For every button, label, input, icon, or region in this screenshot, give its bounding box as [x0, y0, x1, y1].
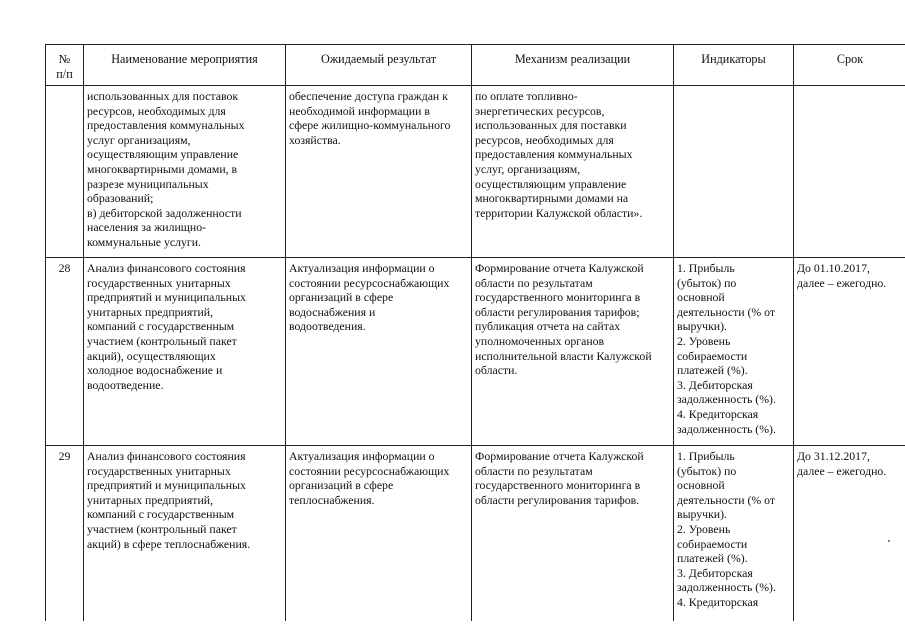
- row-name: Анализ финансового состояния государственных унитарных предприятий и муниципальных унитарных предприятий, компаний с государственным участием (контрольный пакет акций) в сфере теплоснабжения.: [84, 446, 286, 621]
- row-num: 29: [46, 446, 84, 621]
- header-mechanism: Механизм реализации: [472, 45, 674, 86]
- header-name: Наименование мероприятия: [84, 45, 286, 86]
- row-term: До 31.12.2017, далее – ежегодно.: [794, 446, 905, 621]
- header-indicators: Индикаторы: [674, 45, 794, 86]
- row-mechanism: Формирование отчета Калужской области по результатам государственного мониторинга в области регулирования тарифов; публикация отчета на сайтах уполномоченных органов исполнительной власти Калужской области.: [472, 258, 674, 446]
- row-mechanism: Формирование отчета Калужской области по результатам государственного мониторинга в области регулирования тарифов.: [472, 446, 674, 621]
- header-result: Ожидаемый результат: [286, 45, 472, 86]
- row-term: До 01.10.2017, далее – ежегодно.: [794, 258, 905, 446]
- measures-table: [45, 44, 905, 621]
- header-num: № п/п: [46, 45, 84, 86]
- row-name: Анализ финансового состояния государственных унитарных предприятий и муниципальных унитарных предприятий, компаний с государственным участием (контрольный пакет акций), осуществляющих холодное водоснабжение и водоотведение.: [84, 258, 286, 446]
- table-row: [46, 446, 905, 621]
- row-mechanism: по оплате топливно- энергетических ресурсов, использованных для поставки ресурсов, необходимых для предоставления коммунальных услуг, организациям, осуществляющим управление многоквартирными домами на территории Калужской области».: [472, 86, 674, 258]
- row-num: 28: [46, 258, 84, 446]
- row-result: Актуализация информации о состоянии ресурсоснабжающих организаций в сфере теплоснабжения.: [286, 446, 472, 621]
- row-indicators: [674, 86, 794, 258]
- table-header-row: [46, 45, 905, 86]
- table-row: [46, 258, 905, 446]
- table-row: [46, 86, 905, 258]
- row-indicators: 1. Прибыль (убыток) по основной деятельности (% от выручки). 2. Уровень собираемости платежей (%). 3. Дебиторская задолженность (%). 4. Кредиторская задолженность (%).: [674, 258, 794, 446]
- row-result: обеспечение доступа граждан к необходимой информации в сфере жилищно-коммунального хозяйства.: [286, 86, 472, 258]
- header-term: Срок: [794, 45, 905, 86]
- scan-speck: [888, 540, 890, 542]
- row-num: [46, 86, 84, 258]
- row-term: [794, 86, 905, 258]
- row-result: Актуализация информации о состоянии ресурсоснабжающих организаций в сфере водоснабжения и водоотведения.: [286, 258, 472, 446]
- row-indicators: 1. Прибыль (убыток) по основной деятельности (% от выручки). 2. Уровень собираемости платежей (%). 3. Дебиторская задолженность (%). 4. Кредиторская: [674, 446, 794, 621]
- row-name: использованных для поставок ресурсов, необходимых для предоставления коммунальных услуг организациям, осуществляющим управление многоквартирными домами, в разрезе муниципальных образований; в) дебиторской задолженности населения за жилищно- коммунальные услуги.: [84, 86, 286, 258]
